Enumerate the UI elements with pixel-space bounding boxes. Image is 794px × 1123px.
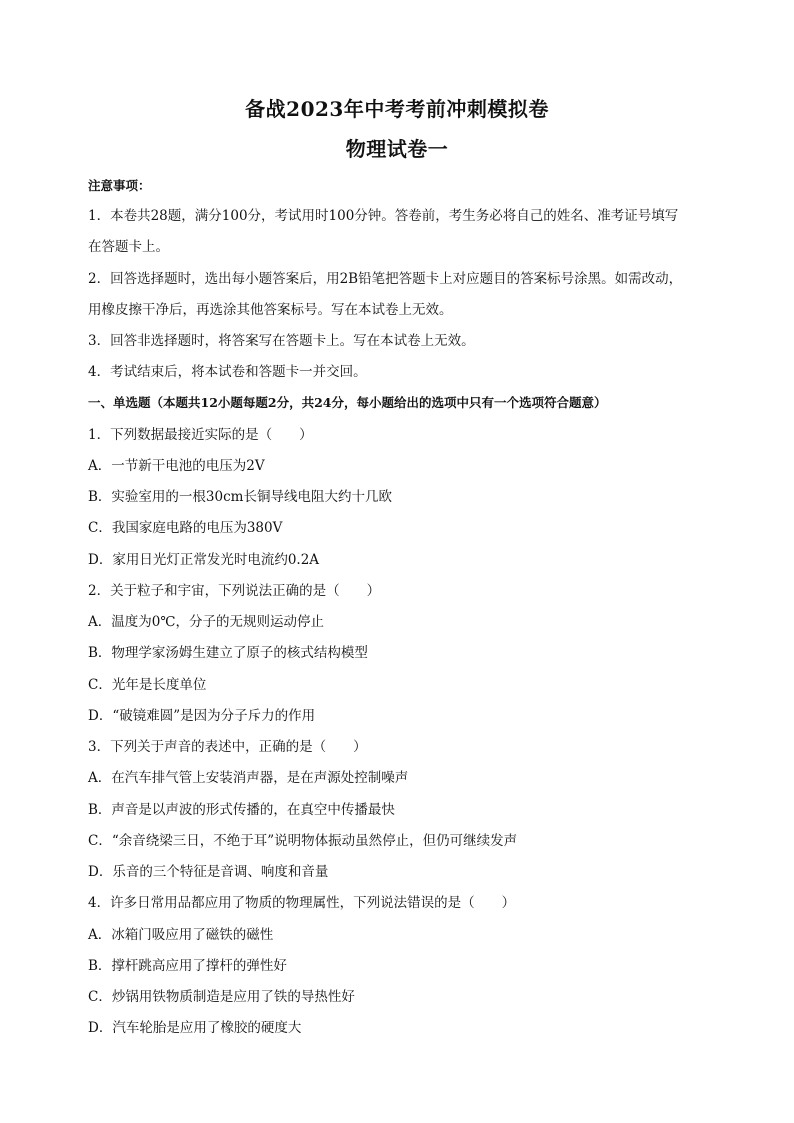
notes-item-2: 2．回答选择题时，选出每小题答案后，用2B铅笔把答题卡上对应题目的答案标号涂黑。如需改动，: [88, 271, 683, 287]
notes-item-2-cont: 用橡皮擦干净后，再选涂其他答案标号。写在本试卷上无效。: [88, 302, 453, 318]
question-option: B．物理学家汤姆生建立了原子的核式结构模型: [88, 645, 368, 661]
question-option: A．温度为0℃，分子的无规则运动停止: [88, 614, 324, 630]
exam-subtitle: 物理试卷一: [345, 137, 449, 161]
question-stem: 2．关于粒子和宇宙，下列说法正确的是（ ）: [88, 583, 381, 599]
question-option: B．声音是以声波的形式传播的，在真空中传播最快: [88, 802, 395, 818]
question-option: A．在汽车排气管上安装消声器，是在声源处控制噪声: [88, 770, 409, 786]
exam-title: 备战2023年中考考前冲刺模拟卷: [245, 97, 549, 121]
section-heading: 一、单选题（本题共12小题每题2分，共24分，每小题给出的选项中只有一个选项符合题意）: [88, 395, 607, 410]
question-option: C．炒锅用铁物质制造是应用了铁的导热性好: [88, 989, 355, 1005]
question-stem: 4．许多日常用品都应用了物质的物理属性，下列说法错误的是（ ）: [88, 895, 516, 911]
question-stem: 3．下列关于声音的表述中，正确的是（ ）: [88, 739, 367, 755]
question-option: D．家用日光灯正常发光时电流约0.2A: [88, 552, 320, 568]
notes-heading: 注意事项：: [88, 178, 151, 193]
question-option: C．我国家庭电路的电压为380V: [88, 520, 283, 536]
question-option: D．乐音的三个特征是音调、响度和音量: [88, 864, 329, 880]
question-option: A．冰箱门吸应用了磁铁的磁性: [88, 927, 274, 943]
question-option: B．实验室用的一根30cm长铜导线电阻大约十几欧: [88, 489, 392, 505]
question-option: C．“余音绕梁三日，不绝于耳”说明物体振动虽然停止，但仍可继续发声: [88, 833, 518, 849]
question-option: D．汽车轮胎是应用了橡胶的硬度大: [88, 1020, 302, 1036]
question-option: C．光年是长度单位: [88, 677, 207, 693]
question-stem: 1．下列数据最接近实际的是（ ）: [88, 427, 313, 443]
notes-item-4: 4．考试结束后，将本试卷和答题卡一并交回。: [88, 364, 367, 380]
notes-item-1-cont: 在答题卡上。: [88, 239, 169, 255]
question-option: B．撑杆跳高应用了撑杆的弹性好: [88, 958, 287, 974]
notes-item-3: 3．回答非选择题时，将答案写在答题卡上。写在本试卷上无效。: [88, 333, 475, 349]
notes-item-1: 1．本卷共28题，满分100分，考试用时100分钟。答卷前，考生务必将自己的姓名、准考证号填写: [88, 208, 679, 224]
question-option: D．“破镜难圆”是因为分子斥力的作用: [88, 708, 316, 724]
question-option: A．一节新干电池的电压为2V: [88, 458, 265, 474]
